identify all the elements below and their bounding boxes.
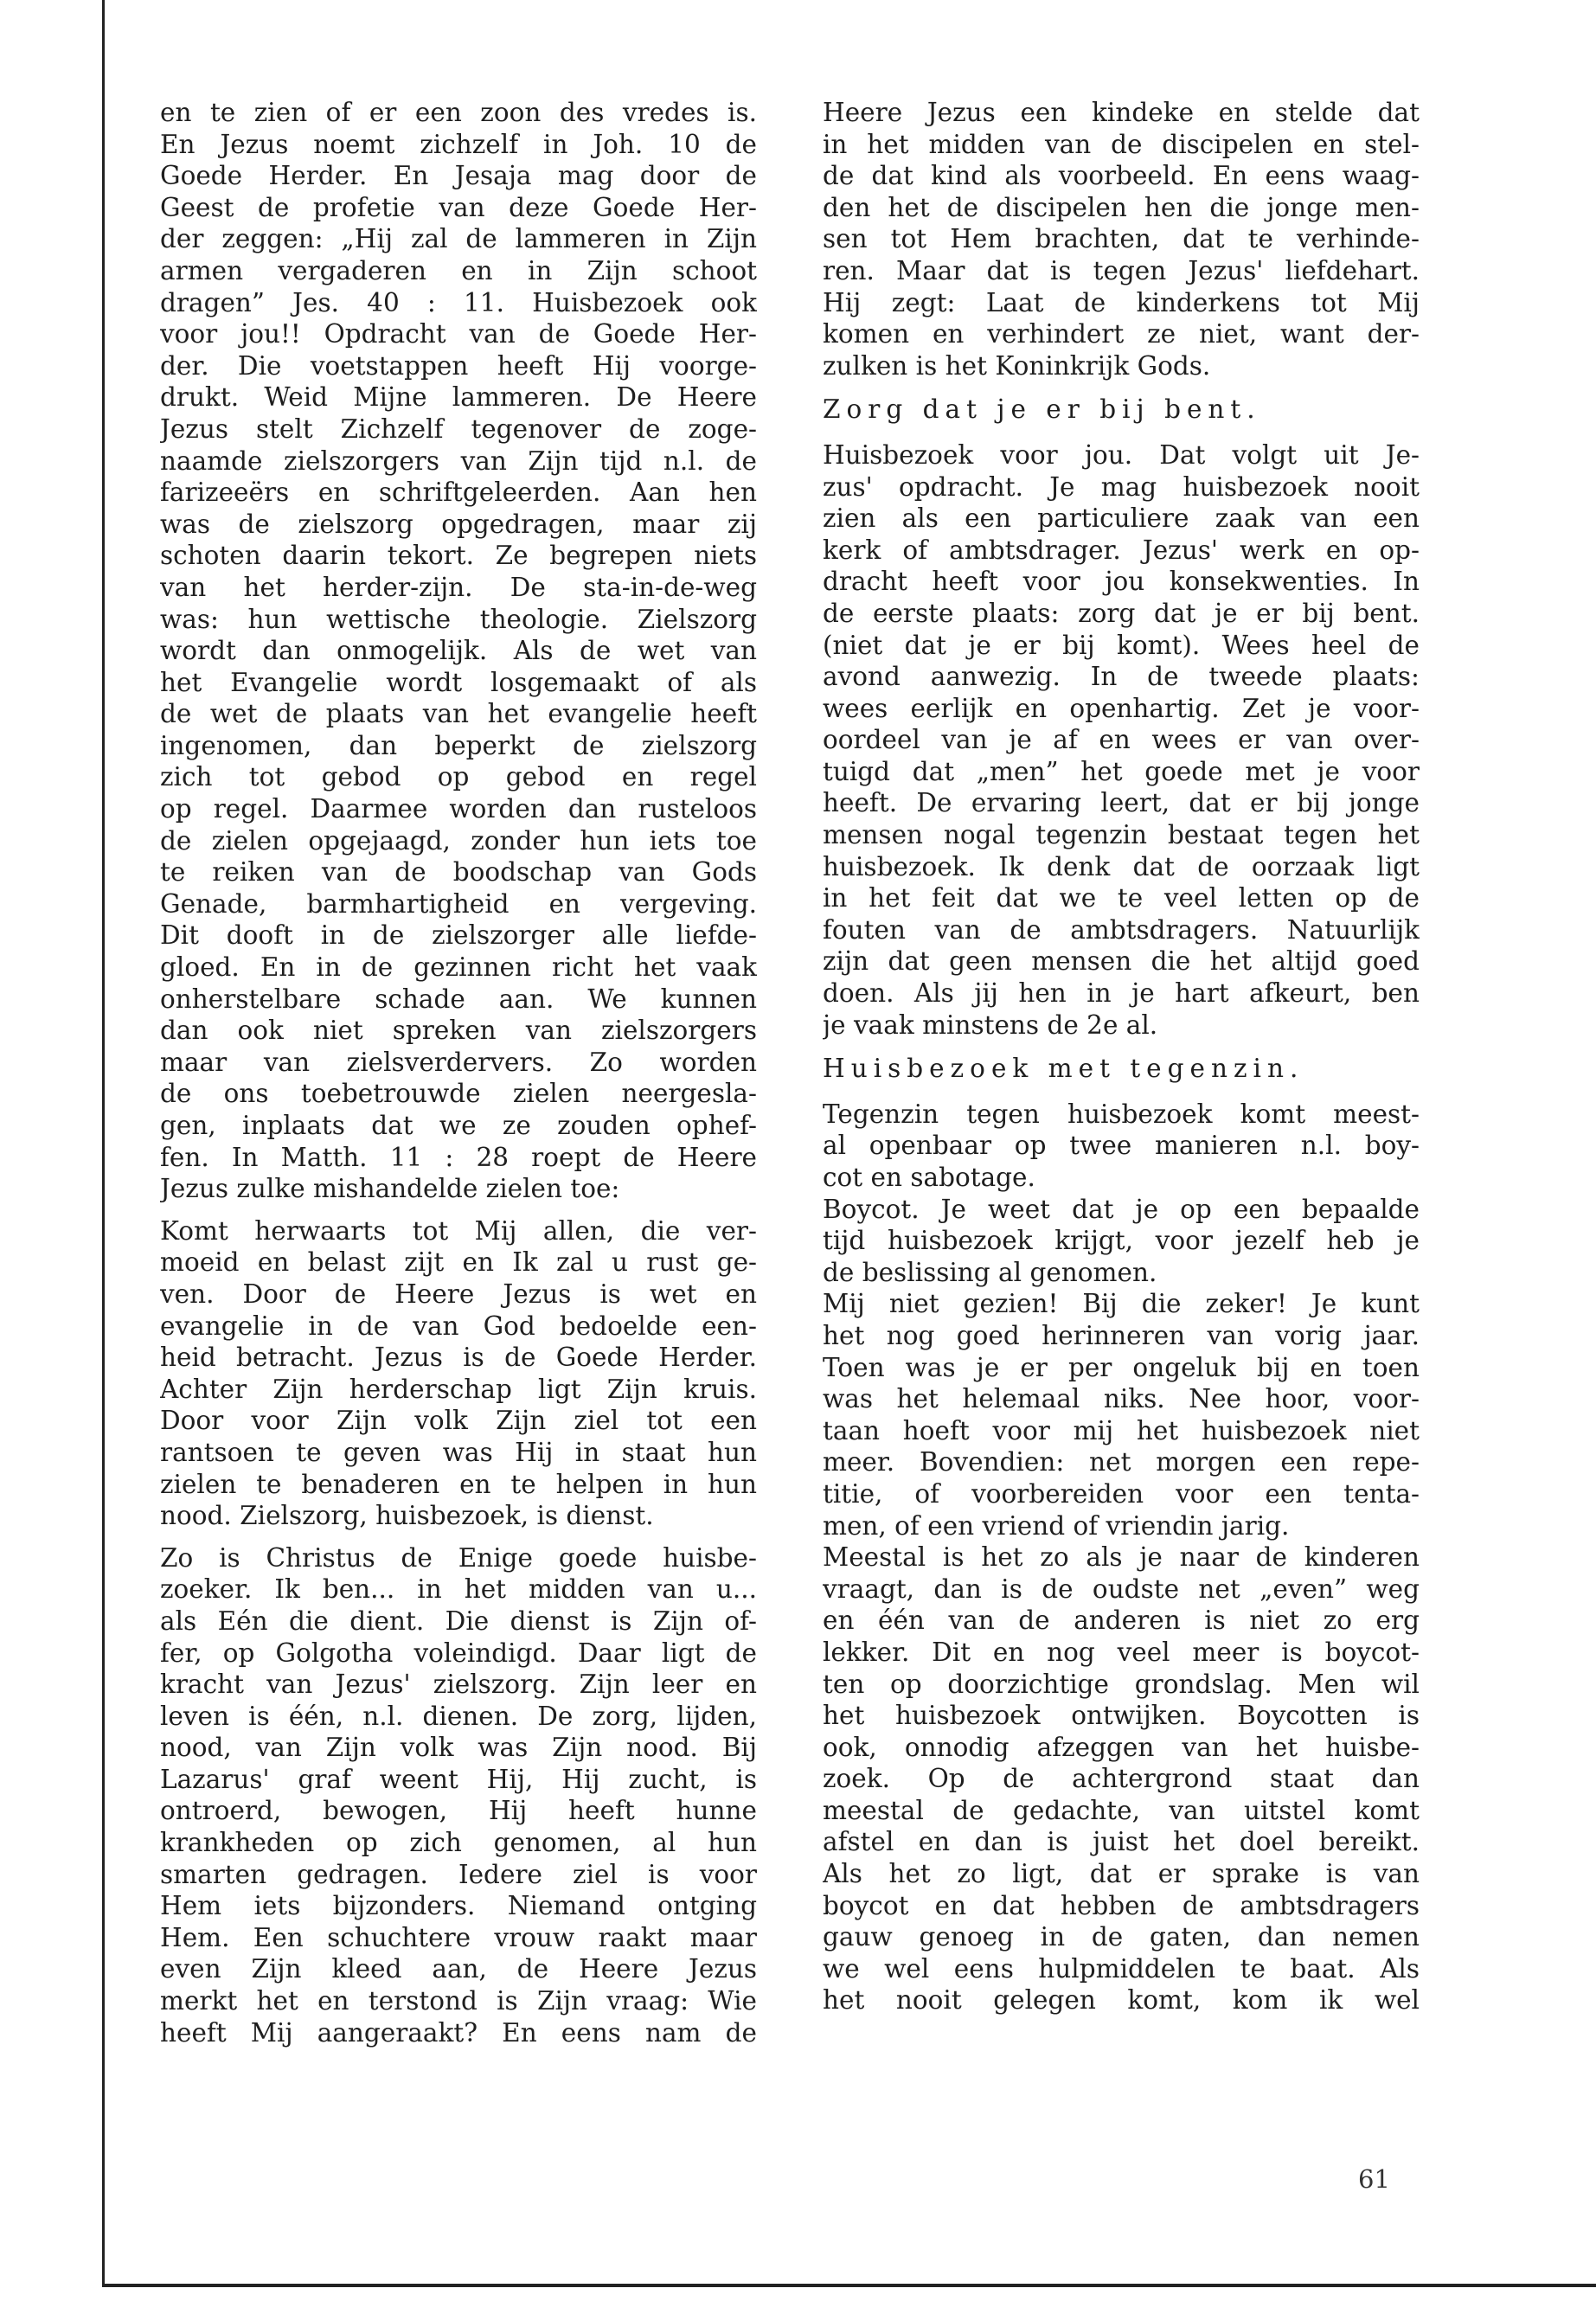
text-line: armen vergaderen en in Zijn schoot: [160, 255, 757, 285]
text-line: avond aanwezig. In de tweede plaats:: [823, 662, 1420, 692]
text-line: drukt. Weid Mijne lammeren. De Heere: [160, 382, 757, 413]
text-line: taan hoeft voor mij het huisbezoek niet: [823, 1415, 1420, 1445]
text-line: tijd huisbezoek krijgt, voor jezelf heb je: [823, 1226, 1420, 1256]
text-line: titie, of voorbereiden voor een tenta-: [823, 1478, 1420, 1509]
text-line: vraagt, dan is de oudste net „even” weg: [823, 1574, 1420, 1604]
text-line: de zielen opgejaagd, zonder hun iets toe: [160, 825, 757, 856]
text-line: even Zijn kleed aan, de Heere Jezus: [160, 1954, 757, 1984]
text-line: was: hun wettische theologie. Zielszorg: [160, 604, 757, 634]
text-line: oordeel van je af en wees er van over-: [823, 725, 1420, 755]
text-line: Als het zo ligt, dat er sprake is van: [823, 1859, 1420, 1889]
text-line: zus' opdracht. Je mag huisbezoek nooit: [823, 471, 1420, 502]
text-line: voor jou!! Opdracht van de Goede Her-: [160, 319, 757, 349]
text-line: ingenomen, dan beperkt de zielszorg: [160, 730, 757, 760]
text-line: krankheden op zich genomen, al hun: [160, 1828, 757, 1858]
text-line: doen. Als jij hen in je hart afkeurt, ben: [823, 978, 1420, 1009]
text-line: rantsoen te geven was Hij in staat hun: [160, 1437, 757, 1467]
text-line: Zo is Christus de Enige goede huisbe-: [160, 1542, 757, 1573]
text-line: Hem iets bijzonders. Niemand ontging: [160, 1891, 757, 1921]
text-line: de eerste plaats: zorg dat je er bij bent.: [823, 598, 1420, 628]
text-line: maar van zielsverdervers. Zo worden: [160, 1047, 757, 1077]
section-heading: Zorg dat je er bij bent.: [823, 394, 1261, 425]
text-line: mensen nogal tegenzin bestaat tegen het: [823, 820, 1420, 850]
text-line: we wel eens hulpmiddelen te baat. Als: [823, 1953, 1420, 1984]
text-line: Mij niet gezien! Bij die zeker! Je kunt: [823, 1289, 1420, 1319]
page-border-bottom: [102, 2284, 1596, 2287]
text-line: fer, op Golgotha voleindigd. Daar ligt de: [160, 1638, 757, 1668]
text-line: al openbaar op twee manieren n.l. boy-: [823, 1131, 1420, 1161]
text-line: Door voor Zijn volk Zijn ziel tot een: [160, 1406, 757, 1436]
text-line: farizeeërs en schriftgeleerden. Aan hen: [160, 478, 757, 508]
text-line: zijn dat geen mensen die het altijd goed: [823, 946, 1420, 977]
text-line: En Jezus noemt zichzelf in Joh. 10 de: [160, 129, 757, 159]
text-line: het Evangelie wordt losgemaakt of als: [160, 667, 757, 697]
text-line: in het feit dat we te veel letten op de: [823, 883, 1420, 913]
text-line: gen, inplaats dat we ze zouden ophef-: [160, 1111, 757, 1140]
text-line: huisbezoek. Ik denk dat de oorzaak ligt: [823, 851, 1420, 881]
text-line: Meestal is het zo als je naar de kinderen: [823, 1542, 1420, 1573]
text-line: fen. In Matth. 11 : 28 roept de Heere: [160, 1142, 757, 1172]
text-line: nood, van Zijn volk was Zijn nood. Bij: [160, 1733, 757, 1763]
text-line: zien als een particuliere zaak van een: [823, 503, 1420, 534]
text-line: Tegenzin tegen huisbezoek komt meest-: [823, 1099, 1420, 1129]
text-line: het nog goed herinneren van vorig jaar.: [823, 1320, 1420, 1350]
text-line: evangelie in de van God bedoelde een-: [160, 1311, 757, 1341]
text-line: wordt dan onmogelijk. Als de wet van: [160, 636, 757, 666]
text-line: dragen” Jes. 40 : 11. Huisbezoek ook: [160, 287, 757, 317]
text-line: en te zien of er een zoon des vredes is.: [160, 98, 757, 127]
text-line: Geest de profetie van deze Goede Her-: [160, 192, 757, 222]
text-line: de ons toebetrouwde zielen neergesla-: [160, 1079, 757, 1109]
text-line: zoek. Op de achtergrond staat dan: [823, 1764, 1420, 1794]
text-line: fouten van de ambtsdragers. Natuurlijk: [823, 914, 1420, 945]
right-column: [823, 97, 1420, 2016]
text-line: was de zielszorg opgedragen, maar zij: [160, 509, 757, 539]
text-line: den het de discipelen hen die jonge men-: [823, 192, 1420, 222]
text-line: Toen was je er per ongeluk bij en toen: [823, 1352, 1420, 1382]
text-line: gloed. En in de gezinnen richt het vaak: [160, 952, 757, 983]
text-line: ook, onnodig afzeggen van het huisbe-: [823, 1732, 1420, 1762]
left-column: [160, 97, 757, 2048]
text-line: meer. Bovendien: net morgen een repe-: [823, 1447, 1420, 1477]
text-line: Heere Jezus een kindeke en stelde dat: [823, 98, 1420, 127]
text-line: zoeker. Ik ben... in het midden van u...: [160, 1574, 757, 1605]
text-line: leven is één, n.l. dienen. De zorg, lijden,: [160, 1701, 757, 1731]
text-line: te reiken van de boodschap van Gods: [160, 857, 757, 888]
text-line: het huisbezoek ontwijken. Boycotten is: [823, 1701, 1420, 1731]
text-line: smarten gedragen. Iedere ziel is voor: [160, 1859, 757, 1889]
text-line: van het herder-zijn. De sta-in-de-weg: [160, 572, 757, 602]
text-line: naamde zielszorgers van Zijn tijd n.l. de: [160, 445, 757, 476]
page-border-left: [102, 0, 105, 2285]
text-line: schoten daarin tekort. Ze begrepen niets: [160, 541, 757, 571]
text-line: Lazarus' graf weent Hij, Hij zucht, is: [160, 1764, 757, 1794]
text-line: wees eerlijk en openhartig. Zet je voor-: [823, 693, 1420, 723]
text-line: kracht van Jezus' zielszorg. Zijn leer en: [160, 1670, 757, 1700]
text-line: zich tot gebod op gebod en regel: [160, 762, 757, 792]
text-line: men, of een vriend of vriendin jarig.: [823, 1510, 1290, 1541]
text-line: zielen te benaderen en te helpen in hun: [160, 1469, 757, 1499]
text-line: der. Die voetstappen heeft Hij voorge-: [160, 350, 757, 381]
text-line: ren. Maar dat is tegen Jezus' liefdehart.: [823, 255, 1420, 285]
text-line: sen tot Hem brachten, dat te verhinde-: [823, 224, 1420, 254]
page-number: 61: [1358, 2164, 1390, 2194]
text-line: Hem. Een schuchtere vrouw raakt maar: [160, 1922, 757, 1952]
text-line: de beslissing al genomen.: [823, 1257, 1157, 1287]
text-line: der zeggen: „Hij zal de lammeren in Zijn: [160, 224, 757, 254]
text-line: Jezus stelt Zichzelf tegenover de zoge-: [160, 413, 757, 444]
text-line: Hij zegt: Laat de kinderkens tot Mij: [823, 287, 1420, 317]
text-line: de dat kind als voorbeeld. En eens waag-: [823, 161, 1420, 191]
text-line: gauw genoeg in de gaten, dan nemen: [823, 1922, 1420, 1952]
text-line: cot en sabotage.: [823, 1163, 1035, 1192]
text-line: als Eén die dient. Die dienst is Zijn of-: [160, 1606, 757, 1636]
text-line: was het helemaal niks. Nee hoor, voor-: [823, 1384, 1420, 1414]
text-line: Boycot. Je weet dat je op een bepaalde: [823, 1194, 1420, 1224]
text-line: op regel. Daarmee worden dan rusteloos: [160, 794, 757, 824]
text-line: in het midden van de discipelen en stel-: [823, 129, 1420, 159]
text-line: komen en verhindert ze niet, want der-: [823, 319, 1420, 349]
section-heading: Huisbezoek met tegenzin.: [823, 1054, 1304, 1084]
text-line: de wet de plaats van het evangelie heeft: [160, 699, 757, 729]
text-line: lekker. Dit en nog veel meer is boycot-: [823, 1637, 1420, 1667]
text-line: onherstelbare schade aan. We kunnen: [160, 984, 757, 1014]
text-line: Goede Herder. En Jesaja mag door de: [160, 161, 757, 191]
text-line: heeft. De ervaring leert, dat er bij jonge: [823, 788, 1420, 818]
text-line: je vaak minstens de 2e al.: [823, 1009, 1158, 1040]
text-line: en één van de anderen is niet zo erg: [823, 1606, 1420, 1636]
text-line: dracht heeft voor jou konsekwenties. In: [823, 567, 1420, 597]
text-line: ven. Door de Heere Jezus is wet en: [160, 1279, 757, 1309]
text-line: (niet dat je er bij komt). Wees heel de: [823, 630, 1420, 660]
text-line: Genade, barmhartigheid en vergeving.: [160, 888, 757, 919]
text-line: Jezus zulke mishandelde zielen toe:: [160, 1174, 620, 1204]
text-line: ontroerd, bewogen, Hij heeft hunne: [160, 1796, 757, 1826]
text-line: kerk of ambtsdrager. Jezus' werk en op-: [823, 535, 1420, 565]
text-line: ten op doorzichtige grondslag. Men wil: [823, 1669, 1420, 1699]
text-line: Huisbezoek voor jou. Dat volgt uit Je-: [823, 439, 1420, 470]
text-line: dan ook niet spreken van zielszorgers: [160, 1016, 757, 1046]
text-line: heid betracht. Jezus is de Goede Herder.: [160, 1343, 757, 1373]
text-line: Komt herwaarts tot Mij allen, die ver-: [160, 1215, 757, 1246]
text-line: tuigd dat „men” het goede met je voor: [823, 756, 1420, 786]
text-line: afstel en dan is juist het doel bereikt.: [823, 1827, 1420, 1857]
text-line: moeid en belast zijt en Ik zal u rust ge-: [160, 1247, 757, 1278]
text-line: Achter Zijn herderschap ligt Zijn kruis.: [160, 1374, 757, 1404]
text-line: meestal de gedachte, van uitstel komt: [823, 1795, 1420, 1825]
text-line: boycot en dat hebben de ambtsdragers: [823, 1890, 1420, 1920]
text-line: het nooit gelegen komt, kom ik wel: [823, 1985, 1420, 2016]
text-line: merkt het en terstond is Zijn vraag: Wie: [160, 1986, 757, 2016]
text-line: Dit dooft in de zielszorger alle liefde-: [160, 920, 757, 951]
text-line: zulken is het Koninkrijk Gods.: [823, 350, 1211, 381]
text-line: nood. Zielszorg, huisbezoek, is dienst.: [160, 1501, 654, 1531]
text-line: heeft Mij aangeraakt? En eens nam de: [160, 2017, 757, 2048]
